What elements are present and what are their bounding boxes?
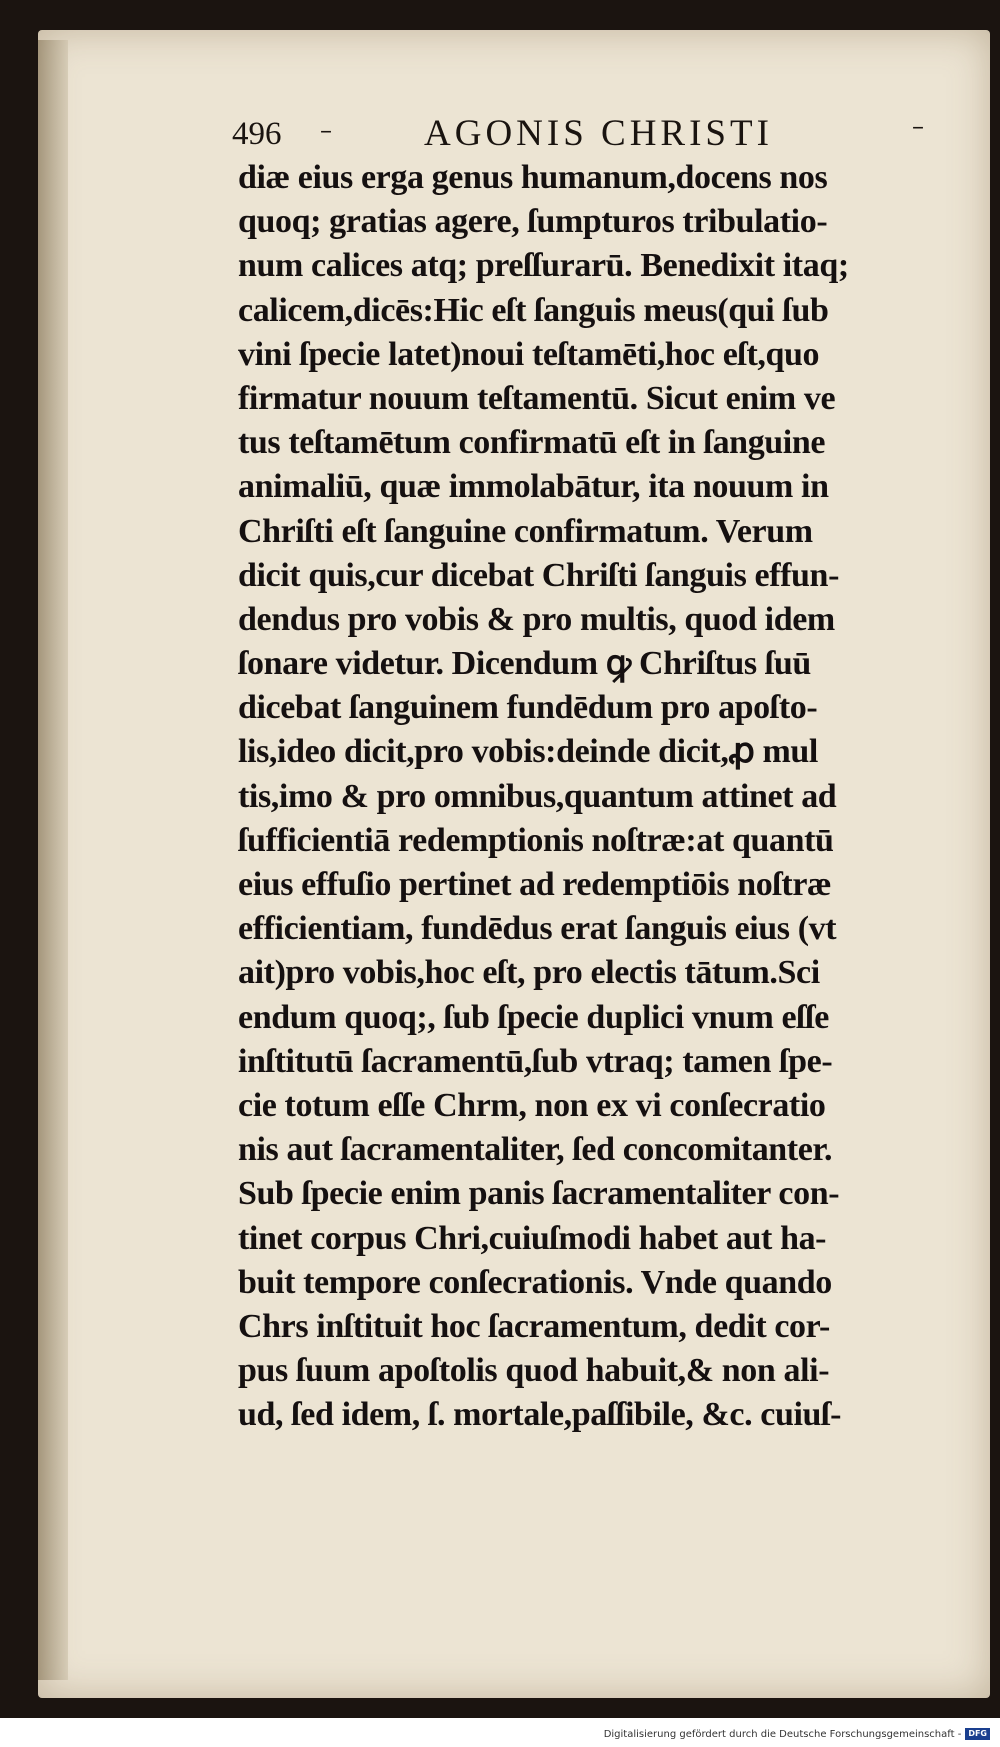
text-line: Chriſti eſt ſanguine confirmatum. Verum <box>238 512 813 550</box>
text-line: firmatur nouum teſtamentū. Sicut enim ve <box>238 379 836 417</box>
dfg-logo: DFG <box>965 1728 990 1740</box>
text-line: cie totum eſſe Chrm, non ex vi conſecratio <box>238 1086 826 1124</box>
text-line: dendus pro vobis & pro multis, quod idem <box>238 600 835 638</box>
header-dash-left: – <box>320 116 332 144</box>
text-line: dicit quis,cur dicebat Chriſti ſanguis effun- <box>238 556 839 594</box>
text-line: buit tempore conſecrationis. Vnde quando <box>238 1263 832 1301</box>
credit-text: Digitalisierung gefördert durch die Deutsche Forschungsgemeinschaft - <box>603 1728 962 1740</box>
text-line: nis aut ſacramentaliter, ſed concomitanter. <box>238 1131 833 1169</box>
text-line: ſonare videtur. Dicendum ꝙ Chriſtus ſuū <box>238 645 811 683</box>
digitization-credit <box>604 1728 990 1740</box>
text-line: dicebat ſanguinem fundēdum pro apoſto- <box>238 689 818 727</box>
text-line: tinet corpus Chri,cuiuſmodi habet aut ha- <box>238 1219 827 1257</box>
text-line: eius effuſio pertinet ad redemptiōis noſtræ <box>238 866 832 903</box>
text-line: lis,ideo dicit,pro vobis:deinde dicit,ꝓ mul <box>238 733 818 771</box>
text-line: efficientiam, fundēdus erat ſanguis eius (vt <box>238 910 837 948</box>
text-line: animaliū, quæ immolabātur, ita nouum in <box>238 468 829 506</box>
text-line: endum quoq;, ſub ſpecie duplici vnum eſſe <box>238 998 830 1036</box>
text-line: diæ eius erga genus humanum,docens nos <box>238 159 828 196</box>
text-line: inſtitutū ſacramentū,ſub vtraq; tamen ſpe- <box>238 1042 833 1080</box>
text-line: quoq; gratias agere, ſumpturos tribulatio- <box>238 203 828 241</box>
text-line: num calices atq; preſſurarū. Benedixit itaq; <box>238 247 849 285</box>
header-dash-right: – <box>912 112 924 140</box>
page-number: 496 <box>232 116 282 152</box>
text-line: pus ſuum apoſtolis quod habuit,& non ali- <box>238 1352 830 1390</box>
text-block <box>238 156 938 1437</box>
text-line: tus teſtamētum confirmatū eſt in ſanguine <box>238 424 826 462</box>
text-line: tis,imo & pro omnibus,quantum attinet ad <box>238 777 837 815</box>
text-line: Chrs inſtituit hoc ſacramentum, dedit cor- <box>238 1307 830 1345</box>
text-line: calicem,dicēs:Hic eſt ſanguis meus(qui ſub <box>238 291 829 329</box>
text-line: Sub ſpecie enim panis ſacramentaliter con- <box>238 1175 840 1213</box>
page-edge-shadow <box>38 40 68 1680</box>
text-line: vini ſpecie latet)noui teſtamēti,hoc eſt,quo <box>238 335 820 373</box>
page-header <box>232 112 932 160</box>
running-head: AGONIS CHRISTI <box>424 113 773 154</box>
text-line: ſufficientiā redemptionis noſtræ:at quantū <box>238 821 834 859</box>
text-line: ait)pro vobis,hoc eſt, pro electis tātum.Sci <box>238 954 820 992</box>
text-line: ud, ſed idem, ſ. mortale,paſſibile, &c. cuiuſ- <box>238 1396 842 1434</box>
